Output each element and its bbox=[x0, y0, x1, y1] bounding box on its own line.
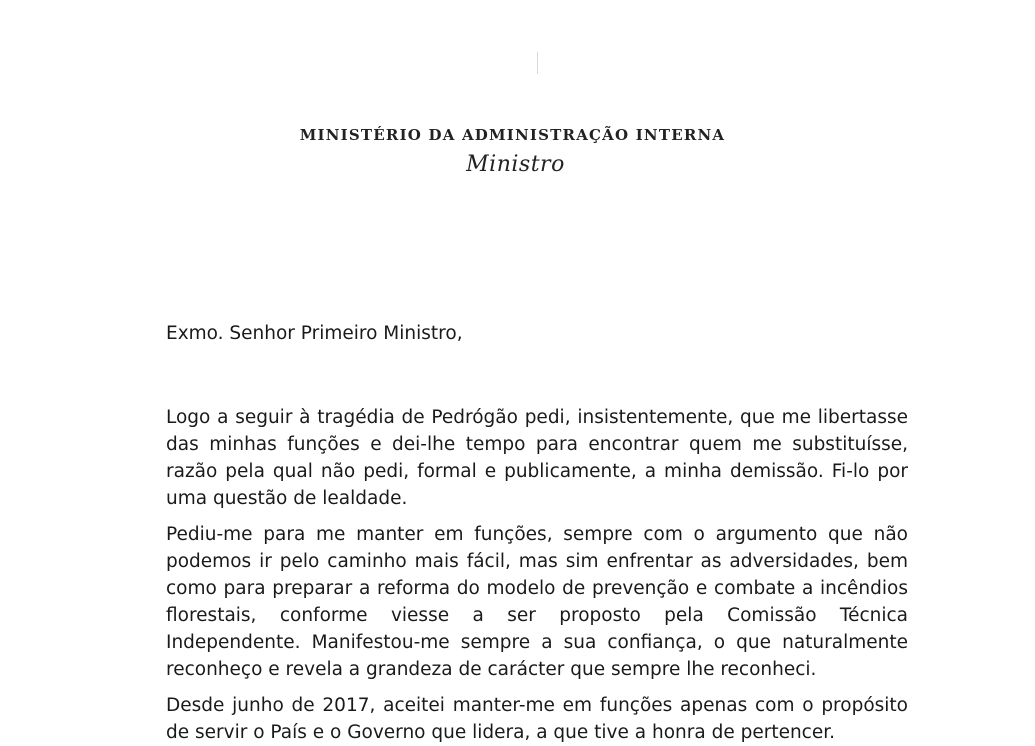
letter-body bbox=[166, 404, 908, 746]
paragraph-3: Desde junho de 2017, aceitei manter-me em funções apenas com o propósito de servir o País e o Governo que lidera, a que tive a honra de pertencer. bbox=[166, 695, 908, 743]
paragraph-2: Pediu-me para me manter em funções, sempre com o argumento que não podemos ir pelo caminho mais fácil, mas sim enfrentar as adversidades, bem como para preparar a reforma do modelo de prevenção e combate a incêndios florestais, conforme viesse a ser proposto pela Comissão Técnica Independente. Manifestou-me sempre a sua confiança, o que naturalmente reconheço e revela a grandeza de carácter que sempre lhe reconheci. bbox=[166, 524, 908, 680]
scan-mark bbox=[537, 52, 538, 74]
paragraph-1: Logo a seguir à tragédia de Pedrógão pedi, insistentemente, que me libertasse das minhas funções e dei-lhe tempo para encontrar quem me substituísse, razão pela qual não pedi, formal e publicamente, a minha demissão. Fi-lo por uma questão de lealdade. bbox=[166, 407, 908, 509]
ministry-name: MINISTÉRIO DA ADMINISTRAÇÃO INTERNA bbox=[299, 126, 726, 144]
office-title: Ministro bbox=[466, 152, 565, 177]
salutation: Exmo. Senhor Primeiro Ministro, bbox=[166, 323, 463, 344]
letterhead bbox=[0, 126, 1035, 177]
